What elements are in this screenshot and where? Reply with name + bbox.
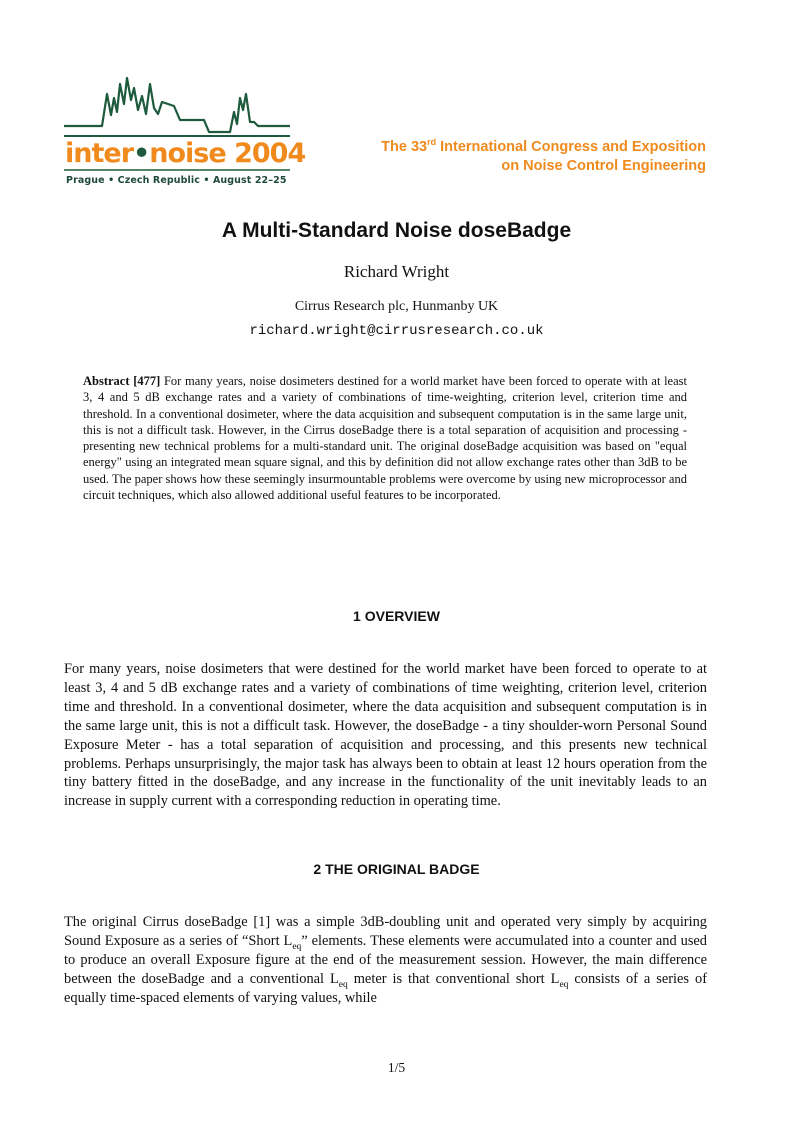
- page-number: 1/5: [387, 1060, 406, 1075]
- congress-title: [381, 138, 706, 176]
- author-name: Richard Wright: [343, 262, 450, 281]
- section-text-original-badge: The original Cirrus doseBadge [1] was a simple 3dB-doubling unit and operated very simply by acquiring Sound Exposure as a series of “Short $L_{eq}$” elements. These elements were accumulated into a counter and used to produce an overall Exposure figure at the end of the measurement session. However, the main difference between the doseBadge and a conventional $L_{eq}$ meter is that conventional short $L_{eq}$ consists of a series of equally time-spaced elements of varying values, while: [64, 914, 707, 1006]
- section-heading-original-badge: 2 THE ORIGINAL BADGE: [313, 861, 480, 877]
- author-email: richard.wright@cirrusresearch.co.uk: [249, 323, 544, 339]
- author-affiliation: Cirrus Research plc, Hunmanby UK: [294, 299, 499, 314]
- logo-subtitle: Prague • Czech Republic • August 22–25: [66, 175, 287, 186]
- logo-wordmark: inter•noise 2004: [65, 138, 306, 169]
- abstract: [83, 373, 687, 503]
- abstract-text: For many years, noise dosimeters destined for a world market have been forced to operate with at least 3, 4 and 5 dB exchange rates and a variety of combinations of time-weighting, criterion level, criterion time and threshold. In a conventional dosimeter, where the data acquisition and subsequent computation is in the same large unit, this is not a difficult task. However, in the Cirrus doseBadge there is a total separation of acquisition and processing - presenting new technical problems for a multi-standard unit. The original doseBadge acquisition was based on "equal energy" using an integrated mean square signal, and this by definition did not allow exchange rates other than 3dB to be used. The paper shows how these seemingly insurmountable problems were overcome by using new microprocessor and circuit techniques, which also allowed additional useful features to be incorporated.: [83, 374, 687, 503]
- congress-line-1: The 33rd International Congress and Exposition: [381, 137, 706, 155]
- conference-logo: [62, 70, 306, 194]
- congress-line-2: on Noise Control Engineering: [501, 158, 706, 174]
- section-text-overview: For many years, noise dosimeters that were destined for the world market have been forced to operate to at least 3, 4 and 5 dB exchange rates and a variety of combinations of time weighting, criterion level, criterion time and threshold. In a conventional dosimeter, where the data acquisition and subsequent computation is in the same large unit, this is not a difficult task. However, the doseBadge - a tiny shoulder-worn Personal Sound Exposure Meter - has a total separation of acquisition and processing, and this presents new technical problems. Perhaps unsurprisingly, the major task has always been to obtain at least 12 hours operation from the tiny battery fitted in the doseBadge, and any increase in the functionality of the unit inevitably leads to an increase in supply current with a corresponding reduction in operating time.: [64, 661, 707, 810]
- section-heading-overview: 1 OVERVIEW: [353, 608, 440, 624]
- abstract-label: Abstract [477]: [83, 374, 161, 388]
- paper-title: A Multi-Standard Noise doseBadge: [221, 219, 572, 242]
